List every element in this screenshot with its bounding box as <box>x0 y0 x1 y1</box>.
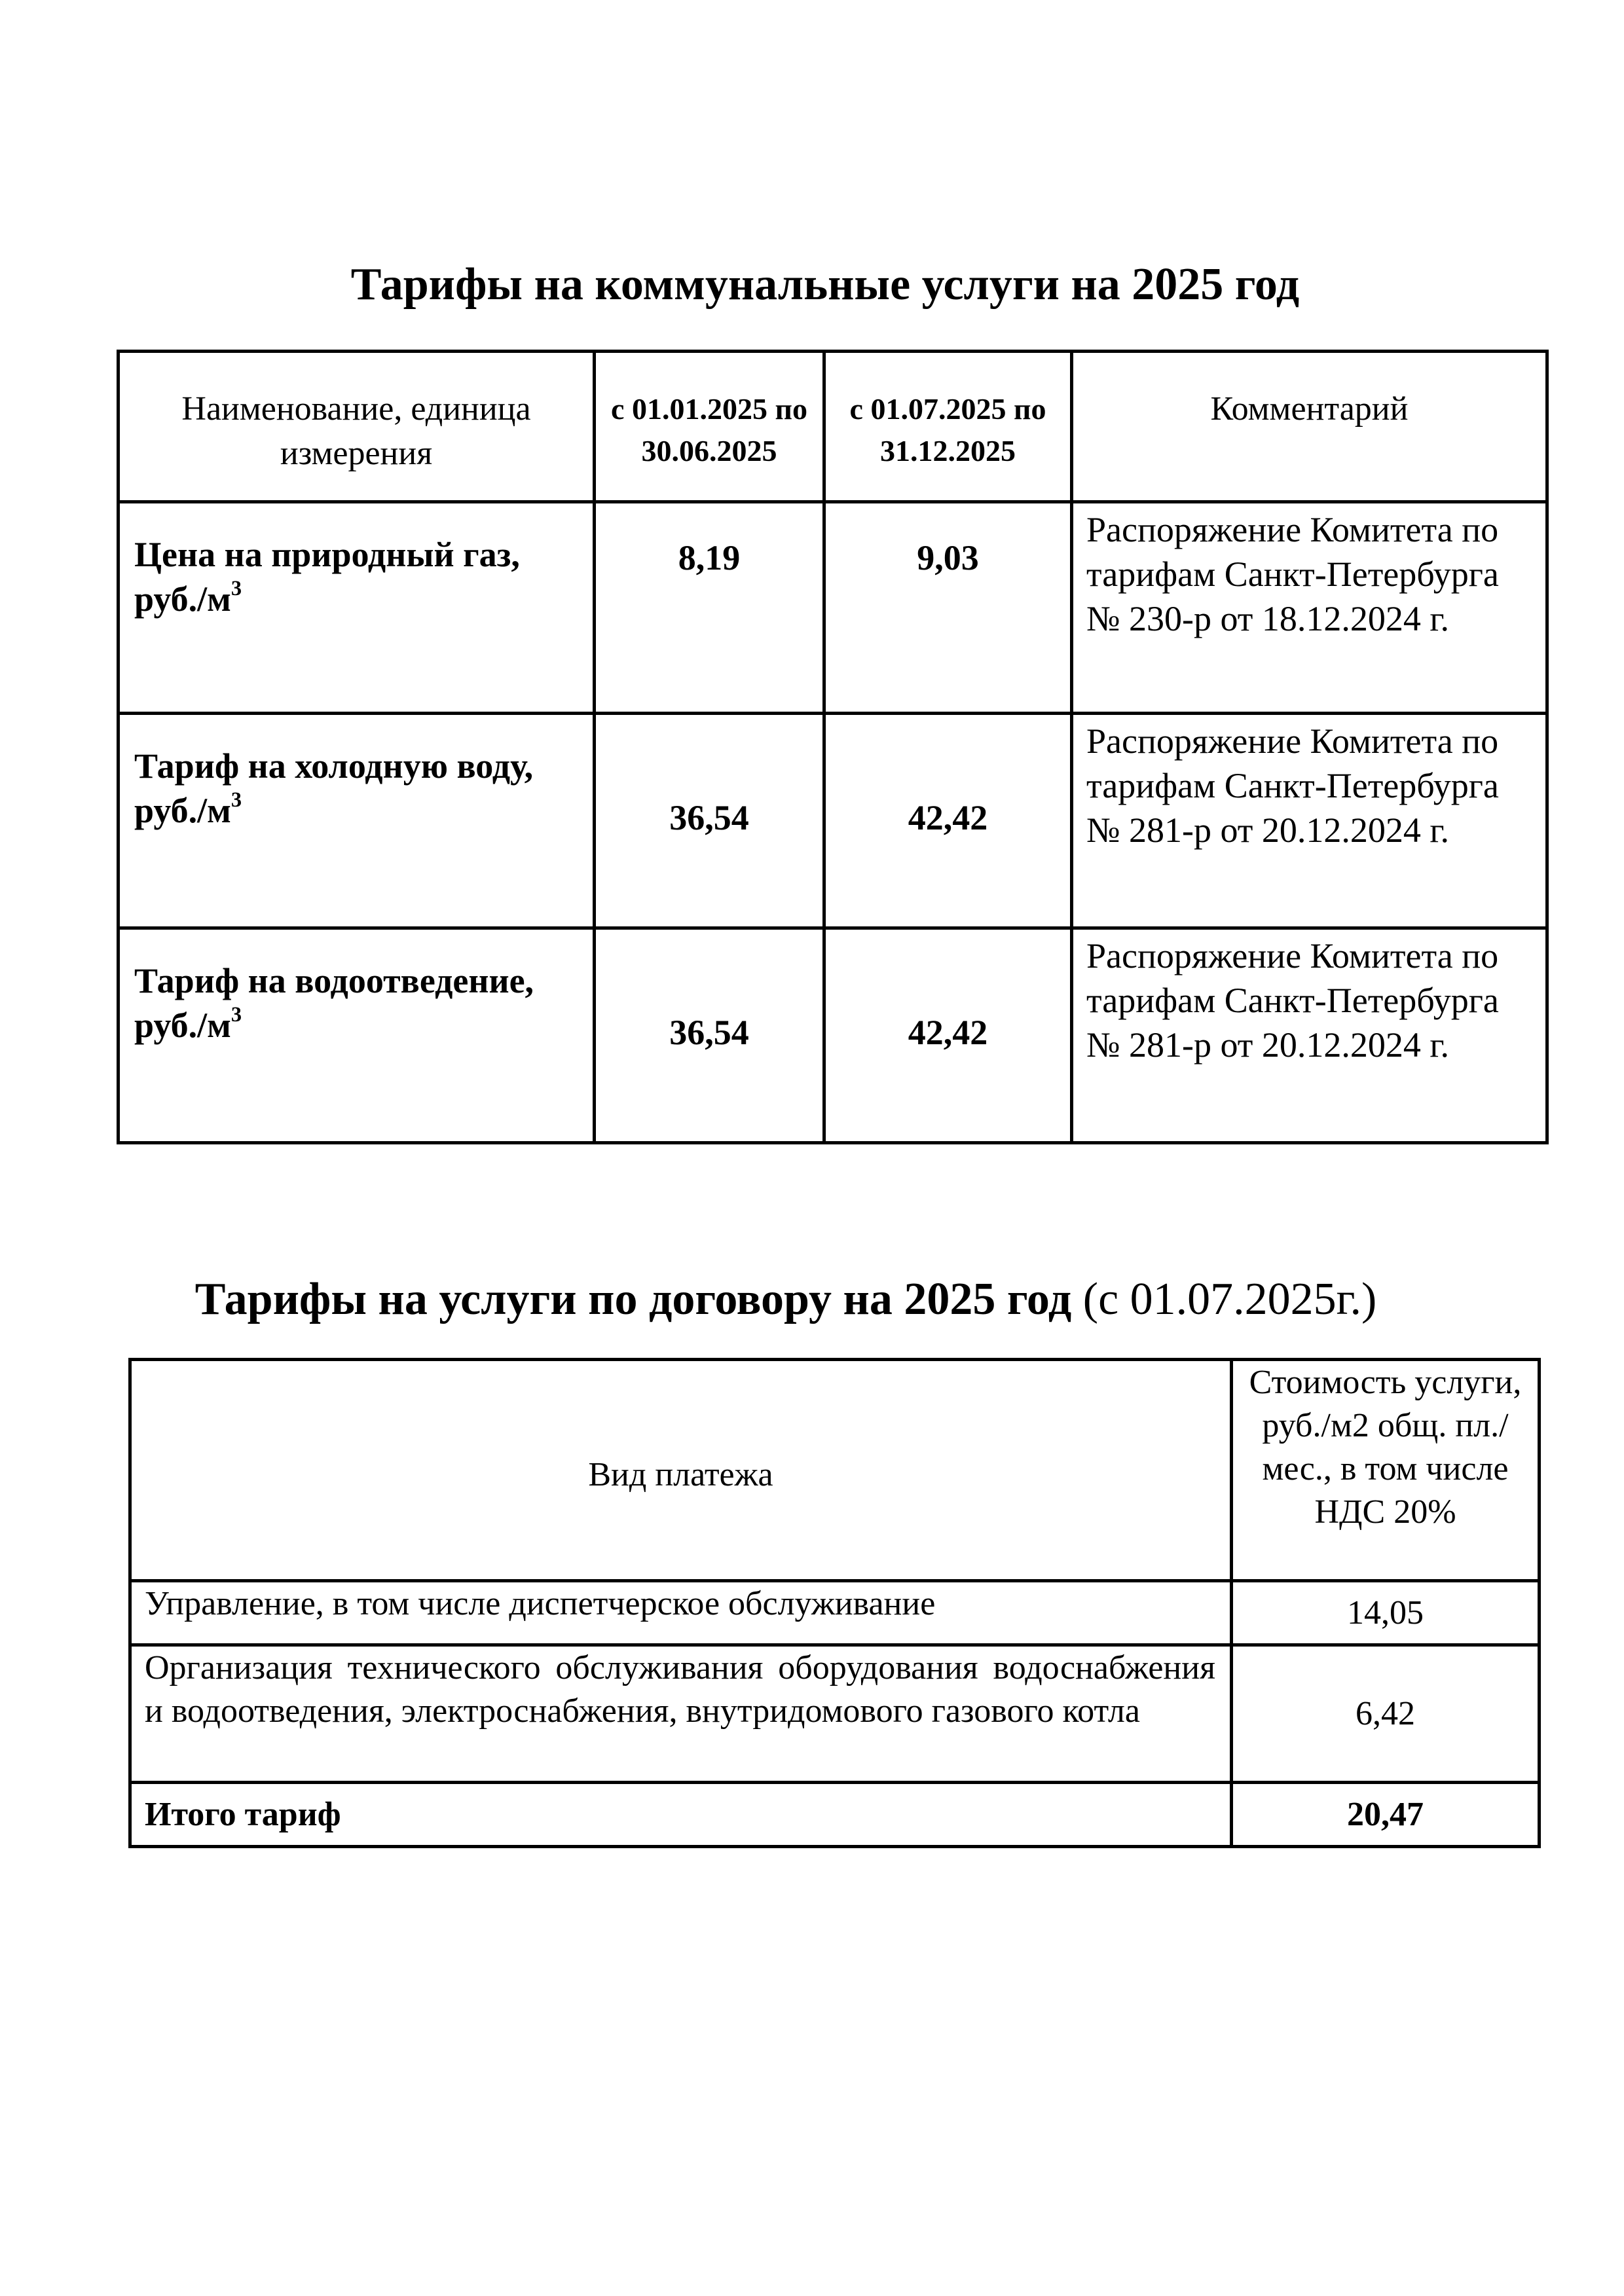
tariff-period2-value: 42,42 <box>824 714 1072 928</box>
tariff-period1-value: 36,54 <box>595 714 824 928</box>
unit-superscript: 3 <box>231 1003 242 1027</box>
tariff-period1-value: 8,19 <box>595 502 824 714</box>
service-cost: 14,05 <box>1232 1581 1540 1645</box>
header-payment-type: Вид платежа <box>130 1360 1232 1581</box>
total-value: 20,47 <box>1232 1783 1540 1847</box>
tariff-comment: Распоряжение Комитета по тарифам Санкт-Петербурга № 230-р от 18.12.2024 г. <box>1072 502 1547 714</box>
unit-superscript: 3 <box>231 577 242 601</box>
table-row <box>119 928 1547 1143</box>
contract-tariff-table <box>128 1358 1541 1848</box>
tariff-name-text: Тариф на водоотведение, руб./м <box>134 961 534 1045</box>
header-period1: с 01.01.2025 по 30.06.2025 <box>595 352 824 502</box>
payment-type: Управление, в том числе диспетчерское обслуживание <box>130 1581 1232 1645</box>
contract-title <box>0 1274 1598 1324</box>
tariff-comment: Распоряжение Комитета по тарифам Санкт-Петербурга № 281-р от 20.12.2024 г. <box>1072 928 1547 1143</box>
tariff-name <box>119 714 595 928</box>
tariff-name-text: Тариф на холодную воду, руб./м <box>134 746 534 830</box>
table-row <box>130 1645 1540 1783</box>
utilities-header-row <box>119 352 1547 502</box>
contract-title-main: Тарифы на услуги по договору на 2025 год <box>194 1274 1072 1324</box>
tariff-name <box>119 928 595 1143</box>
header-name: Наименование, единица измерения <box>119 352 595 502</box>
table-row <box>119 714 1547 928</box>
tariff-name-text: Цена на природный газ, руб./м <box>134 535 520 619</box>
utilities-title: Тарифы на коммунальные услуги на 2025 год <box>350 259 1300 310</box>
header-service-cost: Стоимость услуги, руб./м2 общ. пл./мес., в том числе НДС 20% <box>1232 1360 1540 1581</box>
tariff-period2-value: 42,42 <box>824 928 1072 1143</box>
total-label: Итого тариф <box>130 1783 1232 1847</box>
service-cost: 6,42 <box>1232 1645 1540 1783</box>
tariff-period1-value: 36,54 <box>595 928 824 1143</box>
tariff-name <box>119 502 595 714</box>
tariff-comment: Распоряжение Комитета по тарифам Санкт-Петербурга № 281-р от 20.12.2024 г. <box>1072 714 1547 928</box>
payment-type: Организация технического обслуживания оборудования водоснабжения и водоотведения, электроснабжения, внутридомового газового котла <box>130 1645 1232 1783</box>
tariff-period2-value: 9,03 <box>824 502 1072 714</box>
contract-title-date: (с 01.07.2025г.) <box>1082 1274 1377 1324</box>
table-row <box>119 502 1547 714</box>
utilities-tariff-table <box>117 350 1549 1144</box>
header-period2: с 01.07.2025 по 31.12.2025 <box>824 352 1072 502</box>
table-row <box>130 1581 1540 1645</box>
total-row <box>130 1783 1540 1847</box>
contract-header-row <box>130 1360 1540 1581</box>
header-comment: Комментарий <box>1072 352 1547 502</box>
unit-superscript: 3 <box>231 788 242 812</box>
